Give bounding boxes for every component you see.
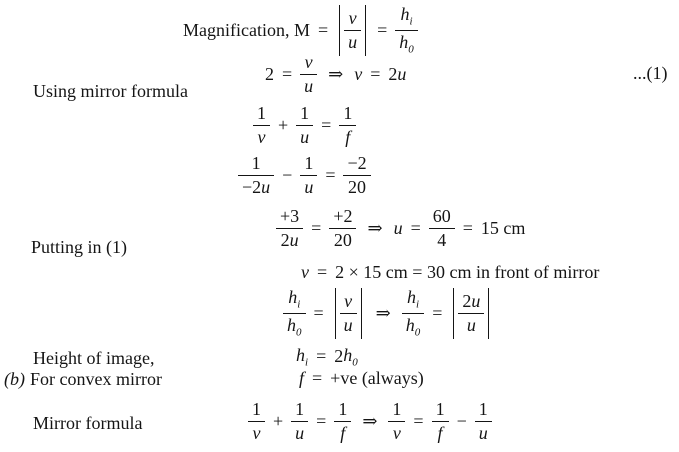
math-operator: = — [311, 217, 322, 238]
math-variable: u — [478, 422, 488, 443]
sub-base: h — [399, 31, 409, 52]
math-variable: v — [344, 291, 353, 311]
math-variable: u — [261, 176, 271, 197]
numerator — [340, 292, 357, 314]
fraction — [395, 5, 418, 55]
math-variable: v — [304, 52, 313, 72]
denominator — [238, 176, 274, 197]
equation-magnification-definition — [183, 5, 418, 56]
numerator — [238, 154, 274, 176]
math-operator: = — [282, 63, 293, 84]
math-variable: f — [340, 422, 346, 443]
fraction — [291, 400, 308, 443]
math-variable: v — [348, 8, 357, 28]
math-text: 2 — [388, 63, 398, 84]
fraction — [402, 288, 425, 338]
math-text: 2 × 15 cm = 30 cm in front of mirror — [335, 262, 600, 282]
math-subscripted — [288, 287, 301, 311]
math-text: +2 — [333, 206, 353, 226]
math-text: 1 — [300, 103, 310, 123]
math-variable: v — [301, 262, 309, 282]
denominator — [402, 314, 425, 339]
math-text: 15 cm — [480, 217, 526, 238]
numerator — [388, 400, 405, 422]
math-variable: u — [466, 314, 476, 335]
math-text: 2 — [462, 291, 472, 311]
denominator — [248, 422, 265, 443]
sub-base: h — [343, 345, 353, 365]
subscript: i — [409, 15, 413, 28]
subscript: i — [297, 298, 301, 311]
denominator — [276, 229, 303, 250]
math-operator: − — [456, 410, 467, 431]
math-text: 1 — [252, 399, 261, 419]
math-operator: + — [273, 410, 284, 431]
fraction — [283, 288, 306, 338]
math-operator: = — [432, 302, 443, 323]
denominator — [334, 422, 351, 443]
sub-base: h — [287, 314, 296, 335]
subscript: 0 — [296, 326, 302, 339]
math-text: 1 — [251, 153, 261, 173]
math-subscripted — [296, 345, 308, 369]
fraction — [296, 104, 313, 147]
sub-base: h — [288, 287, 298, 308]
math-text: 2 — [265, 63, 274, 84]
implies-arrow-icon: ⇒ — [362, 410, 378, 431]
fraction — [475, 400, 492, 443]
fraction — [329, 207, 356, 250]
math-text: 60 — [432, 206, 451, 226]
math-text: Magnification, M — [183, 19, 310, 40]
label-for-convex-mirror: For convex mirror — [30, 369, 162, 389]
math-operator: = — [370, 63, 381, 84]
denominator — [388, 422, 405, 443]
math-text: 2 — [334, 346, 344, 367]
sub-base: h — [400, 4, 410, 25]
equation-mirror-formula-general — [253, 104, 356, 147]
math-operator: = — [317, 19, 329, 40]
math-text: 1 — [343, 103, 353, 123]
math-variable: u — [393, 217, 403, 238]
fraction — [253, 104, 270, 147]
fraction — [339, 104, 356, 147]
numerator — [300, 53, 317, 75]
label-using-mirror-formula: Using mirror formula — [33, 81, 188, 101]
math-variable: u — [295, 422, 305, 443]
fraction — [300, 53, 317, 96]
math-subscripted — [400, 4, 413, 28]
math-variable: u — [304, 75, 314, 96]
numerator — [402, 288, 425, 314]
math-text: 2 — [280, 229, 290, 250]
math-variable: f — [437, 422, 443, 443]
math-text: +ve (always) — [330, 368, 424, 388]
math-text: 1 — [338, 399, 348, 419]
fraction — [388, 400, 405, 443]
math-variable: u — [289, 229, 299, 250]
subscript: i — [415, 298, 420, 311]
numerator — [458, 292, 484, 314]
numerator — [291, 400, 308, 422]
subscript: 0 — [408, 43, 414, 56]
numerator — [296, 104, 313, 126]
numerator — [432, 400, 449, 422]
denominator — [395, 31, 418, 56]
implies-arrow-icon: ⇒ — [328, 63, 344, 84]
math-operator: = — [325, 164, 336, 185]
math-text: 1 — [478, 399, 488, 419]
denominator — [340, 314, 357, 335]
numerator — [475, 400, 492, 422]
math-variable: v — [354, 63, 363, 84]
absolute-value-bars — [339, 5, 366, 56]
numerator — [248, 400, 265, 422]
math-variable: v — [392, 422, 401, 443]
math-variable: u — [471, 291, 481, 311]
equation-substituted — [238, 154, 371, 197]
math-operator: = — [321, 114, 332, 135]
math-variable: v — [252, 422, 261, 443]
denominator — [343, 176, 370, 197]
label-mirror-formula: Mirror formula — [33, 413, 143, 433]
math-variable: u — [343, 314, 353, 335]
math-operator: = — [316, 346, 327, 367]
fraction — [300, 154, 317, 197]
numerator — [283, 288, 306, 314]
math-text: 1 — [435, 399, 445, 419]
label-height-of-image: Height of image, — [33, 348, 155, 368]
implies-arrow-icon: ⇒ — [367, 217, 383, 238]
numerator — [395, 5, 418, 31]
numerator — [253, 104, 270, 126]
math-text: −2 — [242, 176, 262, 197]
math-variable: f — [299, 368, 305, 388]
math-operator: = — [462, 217, 473, 238]
denominator — [458, 314, 484, 335]
math-operator: = — [377, 19, 388, 40]
fraction — [429, 207, 455, 250]
equation-solve-u — [276, 207, 525, 250]
fraction — [334, 400, 351, 443]
math-operator: − — [282, 164, 293, 185]
fraction — [276, 207, 303, 250]
label-putting-in-1: Putting in (1) — [31, 237, 128, 257]
math-operator: = — [316, 410, 327, 431]
denominator — [296, 126, 313, 147]
fraction — [343, 154, 370, 197]
numerator — [300, 154, 317, 176]
equation-magnification-value — [265, 53, 406, 96]
math-text: 4 — [437, 229, 447, 250]
math-operator: = — [413, 410, 424, 431]
equation-mirror-formula-rearranged — [248, 400, 492, 443]
math-subscripted — [399, 31, 414, 56]
math-operator: + — [278, 114, 289, 135]
denominator — [291, 422, 308, 443]
absolute-value-bars — [453, 288, 489, 339]
equation-v-result — [301, 262, 599, 283]
denominator — [253, 126, 270, 147]
numerator — [343, 154, 370, 176]
equation-height-ratio — [283, 288, 492, 339]
math-text: −2 — [347, 153, 367, 173]
fraction — [458, 292, 484, 335]
fraction — [432, 400, 449, 443]
math-variable: u — [397, 63, 407, 84]
math-text: 1 — [257, 103, 266, 123]
fraction — [344, 9, 361, 52]
numerator — [429, 207, 455, 229]
equation-focal-sign — [299, 368, 424, 389]
math-subscripted — [406, 287, 420, 311]
math-subscripted — [405, 314, 421, 339]
fraction — [340, 292, 357, 335]
numerator — [276, 207, 303, 229]
math-text: 1 — [304, 153, 314, 173]
sub-base: h — [296, 345, 305, 365]
denominator — [300, 176, 317, 197]
equation-number: ...(1) — [633, 63, 668, 83]
math-variable: f — [345, 126, 351, 147]
math-operator: = — [317, 262, 328, 282]
math-variable: u — [348, 31, 358, 52]
math-variable: u — [300, 126, 310, 147]
denominator — [475, 422, 492, 443]
absolute-value-bars — [335, 288, 362, 339]
numerator — [334, 400, 351, 422]
fraction — [238, 154, 274, 197]
math-subscripted — [343, 345, 358, 369]
denominator — [429, 229, 455, 250]
denominator — [283, 314, 306, 339]
sub-base: h — [405, 314, 415, 335]
math-operator: = — [312, 368, 323, 388]
label-part-b — [4, 369, 162, 390]
math-operator: = — [410, 217, 421, 238]
math-text: 20 — [333, 229, 352, 250]
math-operator: = — [313, 302, 324, 323]
part-b-marker: (b) — [4, 369, 25, 389]
numerator — [329, 207, 356, 229]
math-text: 1 — [295, 399, 305, 419]
fraction — [248, 400, 265, 443]
numerator — [339, 104, 356, 126]
math-subscripted — [287, 314, 302, 339]
subscript: i — [305, 356, 309, 369]
denominator — [300, 75, 317, 96]
math-variable: v — [257, 126, 266, 147]
equation-image-height — [296, 345, 358, 369]
implies-arrow-icon: ⇒ — [375, 302, 391, 323]
math-text: +3 — [280, 206, 300, 226]
math-text: 1 — [392, 399, 402, 419]
sub-base: h — [406, 287, 416, 308]
subscript: 0 — [352, 356, 358, 369]
denominator — [339, 126, 356, 147]
denominator — [432, 422, 449, 443]
denominator — [344, 31, 361, 52]
denominator — [329, 229, 356, 250]
numerator — [344, 9, 361, 31]
subscript: 0 — [414, 326, 421, 339]
math-text: 20 — [348, 176, 367, 197]
math-variable: u — [304, 176, 314, 197]
